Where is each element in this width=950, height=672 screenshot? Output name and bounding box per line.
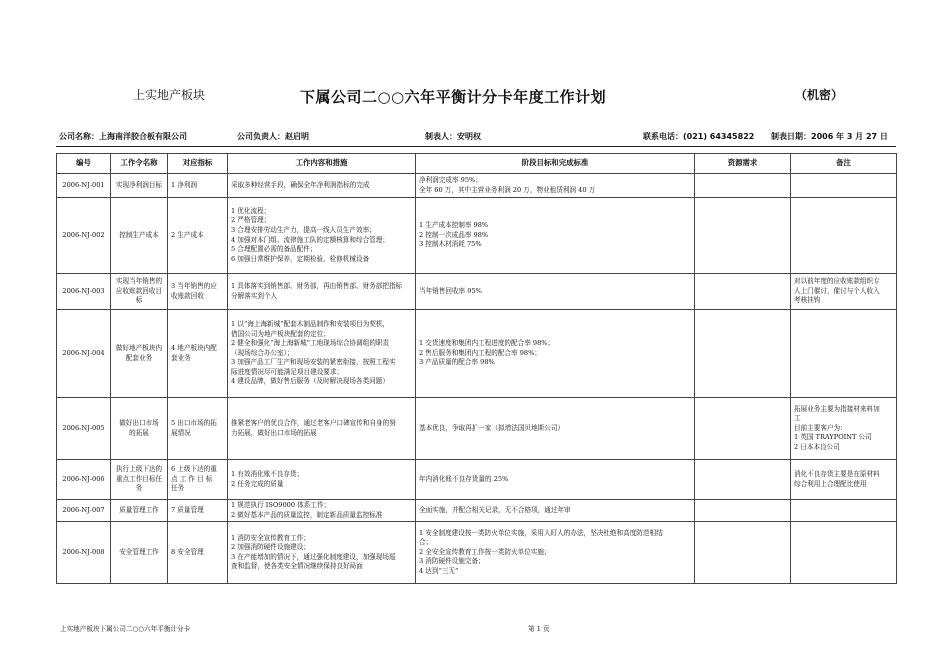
cell-line: 务 <box>135 484 143 493</box>
cell-id: 2006-NJ-002 <box>57 198 111 274</box>
cell-line: 2 健全和强化“海上海新城”工地现场综合协调组的职责 <box>231 339 390 348</box>
cell-line: 1 净利润 <box>171 180 198 189</box>
cell-id: 2006-NJ-001 <box>57 174 111 198</box>
cell-remark <box>791 198 897 274</box>
cell-remark <box>791 310 897 398</box>
cell-line: 采取多种经营手段，确保全年净利润指标的完成 <box>231 180 370 189</box>
cell-line: 工 <box>794 414 801 423</box>
company-manager: 公司负责人：赵启明 <box>237 132 309 141</box>
table-row <box>57 198 897 274</box>
cell-line: 5 合理配置必需的备品配件； <box>231 245 317 254</box>
cell-name <box>111 398 168 460</box>
cell-line: 净利润完成率 95%； <box>419 175 482 184</box>
cell-line: 的拓展 <box>129 428 149 437</box>
cell-line: 执行上级下达的 <box>115 465 163 474</box>
cell-remark <box>791 460 897 500</box>
cell-target <box>416 310 695 398</box>
cell-id: 2006-NJ-004 <box>57 310 111 398</box>
table-row <box>57 522 897 584</box>
company-name: 公司名称：上海南洋胶合板有限公司 <box>59 132 187 141</box>
cell-line: 配套业务 <box>125 353 153 362</box>
cell-indicator <box>168 522 228 584</box>
cell-target <box>416 500 695 522</box>
table-preparer: 制表人：安明权 <box>425 132 481 141</box>
cell-resource <box>695 522 791 584</box>
cell-line: 点 工 作 目 标 <box>171 474 213 483</box>
cell-line: 实现净利润目标 <box>115 180 163 189</box>
cell-line: 3 在产能增加的情况下，通过强化制度建设，加强现场巡 <box>231 552 396 561</box>
cell-line: 套业务 <box>171 353 191 362</box>
cell-line: 1 具体落实到销售部、财务部，再由销售部、财务部把指标 <box>231 281 403 290</box>
cell-line: 任务 <box>171 484 185 493</box>
cell-indicator <box>168 198 228 274</box>
cell-line: 综合利用上合理配比使用 <box>794 479 867 488</box>
cell-line: 安全管理工作 <box>119 547 159 556</box>
cell-content <box>228 198 416 274</box>
cell-line: 6 上级下达的重 <box>171 465 217 474</box>
cell-id: 2006-NJ-005 <box>57 398 111 460</box>
cell-line: 4 达到“三无” <box>419 566 459 575</box>
cell-target <box>416 460 695 500</box>
cell-line: 3 加强产品工厂生产和现场安装的紧密衔接，按照工程实 <box>231 358 396 367</box>
cell-line: 对以前年度的应收账款组织专 <box>794 277 880 286</box>
confidential-label: （机密） <box>795 88 844 102</box>
cell-id: 2006-NJ-008 <box>57 522 111 584</box>
cell-line: 7 质量管理 <box>171 505 204 514</box>
col-header-content: 工作内容和措施 <box>228 154 416 174</box>
cell-id: 2006-NJ-006 <box>57 460 111 500</box>
cell-line: 做好地产板块内 <box>115 343 163 352</box>
table-date: 制表日期：2006 年 3 月 27 日 <box>771 132 888 141</box>
col-header-id: 编号 <box>57 154 111 174</box>
col-header-name: 工作令名称 <box>111 154 168 174</box>
cell-line: 3 当年销售的应 <box>171 281 217 290</box>
cell-line: 2 加强消防硬件设施建设； <box>231 543 310 552</box>
cell-line: 借国公司为地产板块配套的定位； <box>231 329 330 338</box>
cell-line: 1 交货速度和集团内工程进度的配合率 98%； <box>419 339 555 348</box>
cell-line: 考核挂钩 <box>794 296 821 305</box>
cell-line: 展情况 <box>171 428 191 437</box>
footer-title: 上实地产板块下属公司二○○六年平衡计分卡 <box>60 625 191 633</box>
cell-resource <box>695 174 791 198</box>
cell-line: 1 安全制度建设按一类防火单位实施，采用人盯人的办法，坚决杜绝和高度防范相结 <box>419 528 663 537</box>
cell-line: 8 安全管理 <box>171 547 204 556</box>
cell-line: 4 地产板块内配 <box>171 343 217 352</box>
cell-line: 拓展业务主要为指接材来料加 <box>794 404 880 413</box>
table-row <box>57 500 897 522</box>
page-number: 第 1 页 <box>528 625 550 633</box>
cell-remark <box>791 398 897 460</box>
cell-name <box>111 522 168 584</box>
cell-line: 际进度情况尽可能满足项目建设要求； <box>231 367 344 376</box>
cell-target <box>416 522 695 584</box>
cell-name <box>111 460 168 500</box>
cell-target <box>416 174 695 198</box>
table-row <box>57 310 897 398</box>
cell-line: 质量管理工作 <box>119 505 159 514</box>
page-header <box>0 86 950 106</box>
cell-line: 1 英国 TRAYPOINT 公司 <box>794 433 872 442</box>
cell-content <box>228 500 416 522</box>
cell-line: 基本优良，争取再扩一家（拟增法国贝地斯公司） <box>419 423 565 432</box>
cell-line: 合； <box>419 538 433 547</box>
cell-line: 1 有效消化账不良存货； <box>231 469 304 478</box>
cell-name <box>111 198 168 274</box>
cell-line: 1 消防安全宣传教育工作； <box>231 533 310 542</box>
cell-line: 控制生产成本 <box>119 230 159 239</box>
cell-line: 3 消防硬件设施完备； <box>419 557 485 566</box>
cell-line: 重点工作目标任 <box>115 474 163 483</box>
header-rule <box>56 146 896 147</box>
cell-remark <box>791 500 897 522</box>
table-row <box>57 398 897 460</box>
cell-resource <box>695 398 791 460</box>
col-header-resource: 资源需求 <box>695 154 791 174</box>
cell-line: 2 控制一次成品率 98% <box>419 230 489 239</box>
table-row <box>57 460 897 500</box>
cell-id: 2006-NJ-003 <box>57 274 111 310</box>
cell-line: 收账款回收 <box>171 291 204 300</box>
cell-indicator <box>168 174 228 198</box>
cell-line: 3 控制木材消耗 75% <box>419 240 482 249</box>
cell-line: 标 <box>135 296 143 305</box>
cell-name <box>111 310 168 398</box>
cell-line: 1 规范执行 ISO9000 体系工作； <box>231 501 331 509</box>
cell-resource <box>695 500 791 522</box>
cell-line: 全年 60 万，其中主营业务利润 20 万，物业租赁利润 40 万 <box>419 185 596 194</box>
plan-table <box>56 153 897 584</box>
cell-line: 力拓展，做好出口市场的拓展 <box>231 428 317 437</box>
table-row <box>57 274 897 310</box>
cell-indicator <box>168 398 228 460</box>
document-meta <box>0 131 950 145</box>
col-header-indicator: 对应指标 <box>168 154 228 174</box>
cell-name <box>111 500 168 522</box>
cell-line: 1 生产成本控制率 98% <box>419 221 489 230</box>
cell-content <box>228 274 416 310</box>
cell-indicator <box>168 274 228 310</box>
cell-line: 2 做好基本产品的质量监控，制定新品质量监控标准 <box>231 510 383 519</box>
cell-name <box>111 274 168 310</box>
cell-line: 应收账款回收目 <box>115 286 163 295</box>
cell-line: 年内消化账不良存货量的 25% <box>419 474 509 483</box>
cell-target <box>416 198 695 274</box>
cell-line: 2 全安全宣传教育工作按一类防火单位实施； <box>419 547 551 556</box>
cell-line: 目前主要客户为： <box>794 423 847 432</box>
cell-line: 2 日本本良公司 <box>794 442 840 451</box>
cell-line: 人上门催讨，催讨与个人收入 <box>794 286 880 295</box>
cell-line: 全面实施，并配合相关记录，无不合格项，通过年审 <box>419 505 571 514</box>
cell-line: 5 出口市场的拓 <box>171 418 217 427</box>
cell-line: 2 生产成本 <box>171 230 204 239</box>
cell-content <box>228 522 416 584</box>
cell-indicator <box>168 310 228 398</box>
cell-name <box>111 174 168 198</box>
cell-line: 6 加强日常维护保养，定期检验、检修机械设备 <box>231 254 370 263</box>
page-footer <box>0 623 950 635</box>
col-header-target: 阶段目标和完成标准 <box>416 154 695 174</box>
cell-line: 2 售后服务和集团内工程的配合率 98%； <box>419 348 541 357</box>
cell-indicator <box>168 460 228 500</box>
cell-line: （现场综合办公室）； <box>231 348 294 357</box>
cell-content <box>228 460 416 500</box>
cell-content <box>228 310 416 398</box>
cell-content <box>228 174 416 198</box>
cell-remark <box>791 174 897 198</box>
cell-resource <box>695 460 791 500</box>
cell-line: 推紧老客户的优良合作，通过老客户口碑宣传和自身的努 <box>231 418 396 427</box>
cell-line: 消化不良存货主要是在原材料 <box>794 469 880 478</box>
table-header-row <box>57 154 897 174</box>
table-row <box>57 174 897 198</box>
cell-line: 查和监督，使各类安全情况继续保持良好局面 <box>231 562 363 571</box>
cell-line: 4 建设品牌，做好售后服务（及时解决现场各类问题） <box>231 377 389 386</box>
cell-target <box>416 274 695 310</box>
cell-line: 做好出口市场 <box>119 418 159 427</box>
cell-remark <box>791 274 897 310</box>
contact-phone: 联系电话：(021) 64345822 <box>643 132 755 141</box>
cell-line: 2 严格管理； <box>231 216 271 225</box>
cell-line: 当年销售回收率 95% <box>419 286 482 295</box>
cell-line: 3 产品质量的配合率 98% <box>419 358 495 367</box>
cell-line: 分解落实到个人 <box>231 291 278 300</box>
cell-line: 1 优化流程； <box>231 206 271 215</box>
cell-resource <box>695 198 791 274</box>
cell-line: 1 以“海上海新城”配套木制品制作和安装项目为契机， <box>231 320 390 329</box>
cell-line: 2 任务完成的质量 <box>231 479 284 488</box>
cell-id: 2006-NJ-007 <box>57 500 111 522</box>
col-header-remark: 备注 <box>791 154 897 174</box>
cell-line: 实现当年销售的 <box>115 277 163 286</box>
segment-label: 上实地产板块 <box>133 88 206 102</box>
cell-line: 4 加强对本门组、流律施工队的定额核算和综合管理； <box>231 235 389 244</box>
cell-resource <box>695 310 791 398</box>
cell-resource <box>695 274 791 310</box>
page-title: 下属公司二○○六年平衡计分卡年度工作计划 <box>300 88 607 106</box>
cell-target <box>416 398 695 460</box>
cell-remark <box>791 522 897 584</box>
cell-indicator <box>168 500 228 522</box>
cell-content <box>228 398 416 460</box>
cell-line: 3 合理安排劳动生产力，提高一线人员生产效率； <box>231 225 376 234</box>
